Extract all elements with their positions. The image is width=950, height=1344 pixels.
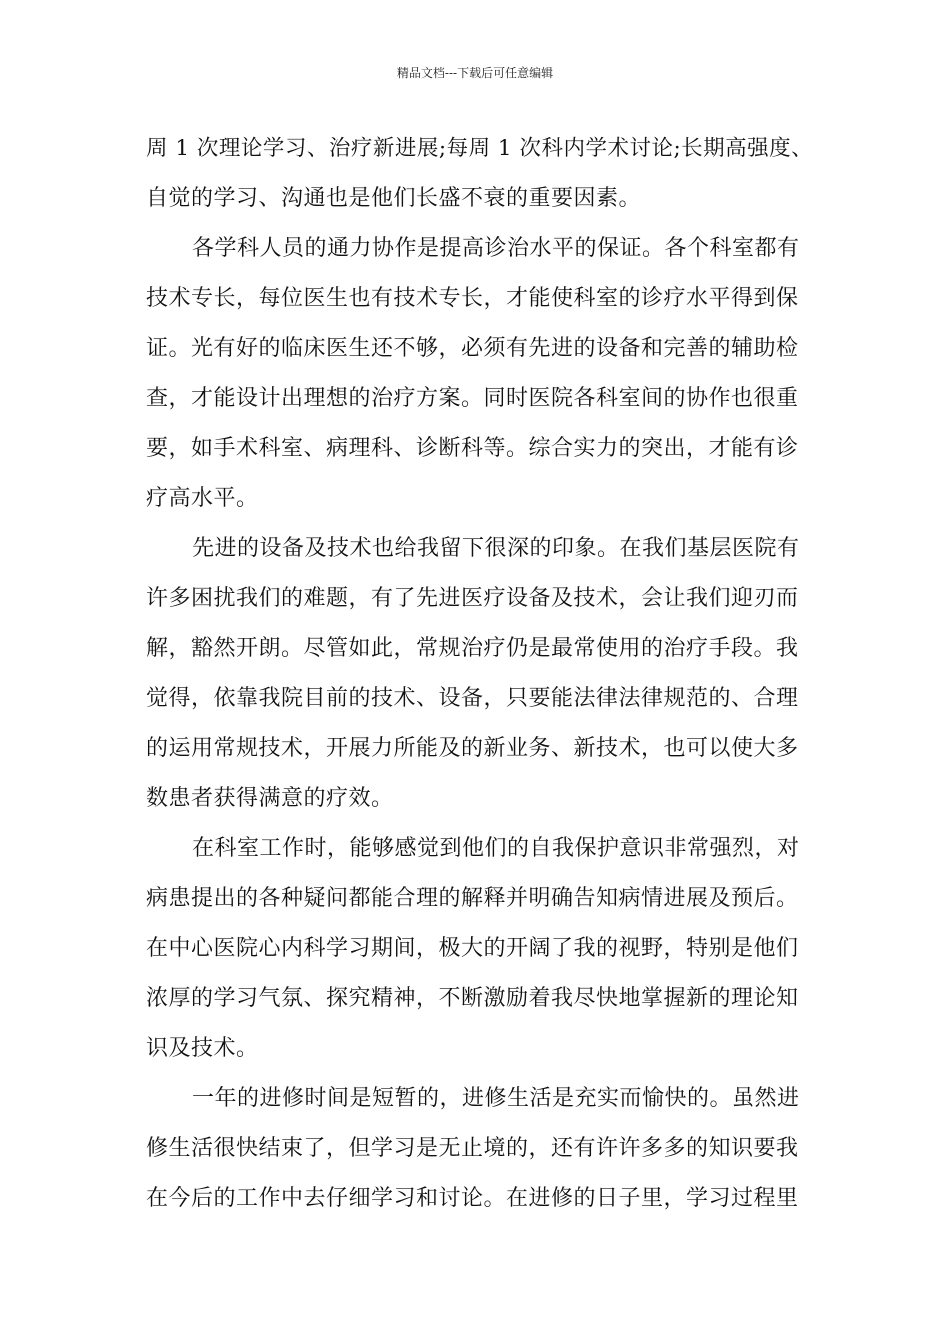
text-line: 要，如手术科室、病理科、诊断科等。综合实力的突出，才能有诊 <box>146 436 799 461</box>
text-line: 解，豁然开朗。尽管如此，常规治疗仍是最常使用的治疗手段。我 <box>146 636 799 661</box>
text-line: 疗高水平。 <box>146 486 259 511</box>
page-header: 精品文档---下载后可任意编辑 <box>396 66 554 80</box>
document-body <box>146 124 816 1224</box>
text-line: 病患提出的各种疑问都能合理的解释并明确告知病情进展及预后。 <box>146 886 799 911</box>
text-line: 浓厚的学习气氛、探究精神，不断激励着我尽快地掌握新的理论知 <box>146 986 799 1011</box>
text-line: 在今后的工作中去仔细学习和讨论。在进修的日子里，学习过程里 <box>146 1186 799 1211</box>
text-line: 证。光有好的临床医生还不够，必须有先进的设备和完善的辅助检 <box>146 336 799 361</box>
text-line: 在中心医院心内科学习期间，极大的开阔了我的视野，特别是他们 <box>146 936 799 961</box>
text-line: 许多困扰我们的难题，有了先进医疗设备及技术，会让我们迎刃而 <box>146 586 799 611</box>
text-line: 查，才能设计出理想的治疗方案。同时医院各科室间的协作也很重 <box>146 386 799 411</box>
text-line: 技术专长，每位医生也有技术专长，才能使科室的诊疗水平得到保 <box>146 286 799 311</box>
text-line: 自觉的学习、沟通也是他们长盛不衰的重要因素。 <box>146 186 642 211</box>
text-line: 的运用常规技术，开展力所能及的新业务、新技术，也可以使大多 <box>146 736 799 761</box>
text-line: 先进的设备及技术也给我留下很深的印象。在我们基层医院有 <box>192 536 800 561</box>
text-line: 在科室工作时，能够感觉到他们的自我保护意识非常强烈，对 <box>192 836 800 861</box>
text-line: 周 1 次理论学习、治疗新进展;每周 1 次科内学术讨论;长期高强度、 <box>146 136 814 161</box>
text-line: 修生活很快结束了，但学习是无止境的，还有许许多多的知识要我 <box>146 1136 799 1161</box>
text-line: 识及技术。 <box>146 1036 259 1061</box>
text-line: 数患者获得满意的疗效。 <box>146 786 394 811</box>
text-line: 各学科人员的通力协作是提高诊治水平的保证。各个科室都有 <box>192 236 800 261</box>
text-line: 一年的进修时间是短暂的，进修生活是充实而愉快的。虽然进 <box>192 1086 800 1111</box>
text-line: 觉得，依靠我院目前的技术、设备，只要能法律法律规范的、合理 <box>146 686 799 711</box>
